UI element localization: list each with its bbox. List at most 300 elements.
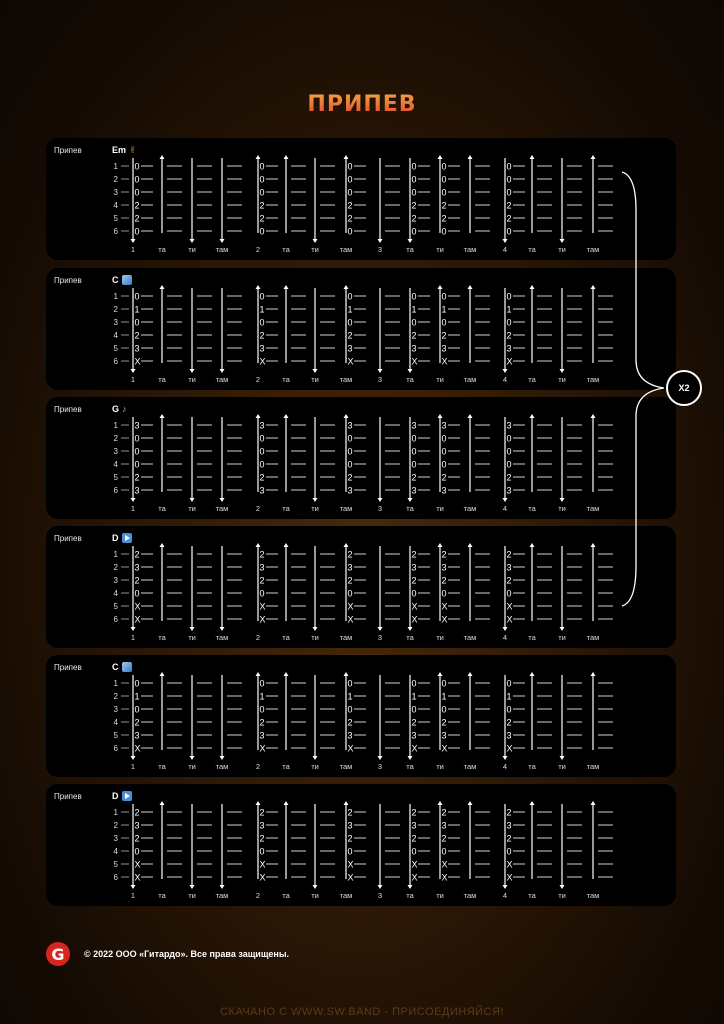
fret-number: 1	[411, 691, 417, 702]
beat-label: та	[158, 891, 166, 900]
beat-label: та	[282, 375, 290, 384]
beat-label: ти	[311, 504, 319, 513]
beat-label: та	[528, 375, 536, 384]
string-number: 4	[113, 847, 118, 856]
fret-number: 0	[134, 446, 140, 457]
beat-label: ти	[558, 633, 566, 642]
strum-down-arrow	[378, 675, 383, 760]
fret-number: 0	[506, 174, 512, 185]
beat-label: там	[463, 504, 477, 513]
beat-label: ти	[436, 762, 444, 771]
beat-label: 3	[377, 891, 383, 900]
tab-staff	[46, 268, 676, 390]
beat-label: 3	[377, 375, 383, 384]
fret-number: X	[259, 356, 266, 367]
fret-number: 3	[347, 562, 353, 573]
fret-number: 2	[441, 200, 447, 211]
fret-number: 2	[441, 472, 447, 483]
fret-number: 2	[347, 213, 353, 224]
beat-label: 3	[377, 504, 383, 513]
strum-up-arrow	[530, 543, 535, 621]
beat-label: 2	[255, 891, 261, 900]
beat-label: 4	[502, 375, 508, 384]
fret-number: X	[506, 601, 513, 612]
strum-down-arrow	[560, 675, 565, 760]
section-label: Припев	[54, 792, 82, 801]
fret-number: 0	[441, 317, 447, 328]
fret-number: 0	[259, 226, 265, 237]
fret-number: X	[134, 859, 141, 870]
repeat-bracket	[600, 170, 670, 610]
fret-number: 0	[134, 161, 140, 172]
fret-number: 3	[347, 485, 353, 496]
strum-down-arrow	[560, 546, 565, 631]
strum-up-arrow	[468, 672, 473, 750]
fret-number: 0	[506, 291, 512, 302]
footer	[46, 942, 289, 966]
fret-number: 2	[134, 200, 140, 211]
beat-label: там	[339, 375, 353, 384]
fret-number: 3	[347, 820, 353, 831]
fret-number: 2	[411, 213, 417, 224]
string-number: 4	[113, 718, 118, 727]
string-number: 5	[113, 473, 118, 482]
fret-number: 2	[506, 472, 512, 483]
fret-number: X	[411, 356, 418, 367]
beat-label: та	[282, 891, 290, 900]
fret-number: 0	[441, 459, 447, 470]
fret-number: 2	[441, 575, 447, 586]
strum-up-arrow	[591, 672, 596, 750]
fret-number: 3	[134, 730, 140, 741]
fret-number: 2	[347, 807, 353, 818]
fret-number: 0	[411, 846, 417, 857]
strum-down-arrow	[378, 158, 383, 243]
chord-section	[46, 655, 676, 777]
beat-label: 2	[255, 245, 261, 254]
string-number: 1	[113, 550, 118, 559]
beat-label: ти	[188, 762, 196, 771]
fret-number: 3	[506, 420, 512, 431]
fret-number: 2	[134, 549, 140, 560]
strum-down-arrow	[190, 546, 195, 631]
fret-number: 1	[506, 691, 512, 702]
fret-number: 3	[506, 562, 512, 573]
string-number: 5	[113, 860, 118, 869]
strum-down-arrow	[313, 158, 318, 243]
fret-number: X	[441, 601, 448, 612]
fret-number: X	[441, 743, 448, 754]
chord-section	[46, 397, 676, 519]
fret-number: X	[347, 614, 354, 625]
beat-label: 4	[502, 633, 508, 642]
fret-number: 0	[411, 588, 417, 599]
string-number: 2	[113, 563, 118, 572]
fret-number: 0	[347, 678, 353, 689]
beat-label: 1	[130, 375, 136, 384]
fret-number: 3	[411, 562, 417, 573]
fret-number: 1	[506, 304, 512, 315]
beat-label: та	[528, 762, 536, 771]
fret-number: X	[347, 859, 354, 870]
chord-name: Em	[112, 145, 127, 155]
fret-number: 3	[441, 730, 447, 741]
fret-number: 3	[134, 343, 140, 354]
fret-number: 2	[259, 833, 265, 844]
fret-number: 0	[506, 678, 512, 689]
fret-number: 0	[259, 678, 265, 689]
fret-number: X	[134, 356, 141, 367]
beat-label: 1	[130, 633, 136, 642]
fret-number: 3	[259, 730, 265, 741]
strum-down-arrow	[378, 417, 383, 502]
strum-up-arrow	[284, 414, 289, 492]
fret-number: 0	[506, 317, 512, 328]
fret-number: X	[411, 743, 418, 754]
strum-down-arrow	[220, 675, 225, 760]
fret-number: 0	[259, 846, 265, 857]
string-number: 4	[113, 589, 118, 598]
strum-down-arrow	[560, 288, 565, 373]
strum-up-arrow	[160, 801, 165, 879]
beat-label: 2	[255, 375, 261, 384]
strum-up-arrow	[530, 672, 535, 750]
strum-down-arrow	[220, 158, 225, 243]
chord-name: D	[112, 791, 119, 801]
strum-down-arrow	[560, 417, 565, 502]
beat-label: там	[463, 891, 477, 900]
string-number: 3	[113, 576, 118, 585]
fret-number: 0	[259, 291, 265, 302]
beat-label: та	[406, 762, 414, 771]
fret-number: 3	[411, 343, 417, 354]
fret-number: 3	[259, 420, 265, 431]
fret-number: 0	[411, 291, 417, 302]
fret-number: X	[441, 859, 448, 870]
beat-label: ти	[558, 375, 566, 384]
gitardo-logo: G	[46, 942, 70, 966]
fret-number: X	[259, 859, 266, 870]
beat-label: 3	[377, 633, 383, 642]
fret-number: X	[506, 356, 513, 367]
fret-number: 0	[506, 226, 512, 237]
fret-number: 0	[347, 704, 353, 715]
fret-number: X	[259, 614, 266, 625]
beat-label: 4	[502, 762, 508, 771]
fret-number: 2	[411, 200, 417, 211]
strum-up-arrow	[468, 285, 473, 363]
string-number: 2	[113, 175, 118, 184]
fret-number: 3	[259, 820, 265, 831]
strum-up-arrow	[468, 543, 473, 621]
section-label: Припев	[54, 146, 82, 155]
fret-number: 0	[134, 187, 140, 198]
beat-label: ти	[558, 891, 566, 900]
beat-label: ти	[436, 504, 444, 513]
strum-down-arrow	[220, 804, 225, 889]
beat-label: ти	[436, 245, 444, 254]
fret-number: 0	[134, 459, 140, 470]
string-number: 6	[113, 873, 118, 882]
fret-number: 1	[134, 304, 140, 315]
fret-number: X	[347, 872, 354, 883]
fret-number: 2	[441, 717, 447, 728]
fret-number: 1	[411, 304, 417, 315]
fret-number: 2	[347, 472, 353, 483]
fret-number: 2	[506, 717, 512, 728]
section-label: Припев	[54, 663, 82, 672]
fret-number: 2	[347, 330, 353, 341]
fret-number: 0	[347, 446, 353, 457]
fret-number: 2	[441, 330, 447, 341]
fret-number: X	[411, 614, 418, 625]
strum-up-arrow	[591, 801, 596, 879]
fret-number: 0	[506, 187, 512, 198]
hand-icon[interactable]: ✌	[129, 145, 137, 155]
fret-number: 2	[441, 833, 447, 844]
chord-section	[46, 784, 676, 906]
watermark: СКАЧАНО С WWW.SW.BAND - ПРИСОЕДИНЯЙСЯ!	[220, 1006, 504, 1018]
strum-up-arrow	[160, 285, 165, 363]
fret-number: 1	[347, 304, 353, 315]
fret-number: 1	[259, 304, 265, 315]
string-number: 2	[113, 434, 118, 443]
string-number: 6	[113, 227, 118, 236]
fret-number: 0	[134, 704, 140, 715]
fret-number: 3	[134, 420, 140, 431]
fret-number: 3	[506, 485, 512, 496]
chord-section	[46, 268, 676, 390]
fret-number: 3	[506, 820, 512, 831]
strum-down-arrow	[190, 675, 195, 760]
tab-staff	[46, 397, 676, 519]
fret-number: 2	[347, 575, 353, 586]
string-number: 6	[113, 615, 118, 624]
string-number: 1	[113, 421, 118, 430]
fret-number: 3	[134, 820, 140, 831]
beat-label: та	[282, 245, 290, 254]
fret-number: X	[411, 872, 418, 883]
fret-number: 2	[506, 833, 512, 844]
string-number: 5	[113, 602, 118, 611]
fret-number: 0	[134, 678, 140, 689]
fret-number: 2	[506, 213, 512, 224]
beat-label: та	[158, 762, 166, 771]
fret-number: 3	[441, 562, 447, 573]
beat-label: там	[215, 762, 229, 771]
beat-label: та	[406, 891, 414, 900]
fret-number: 0	[411, 704, 417, 715]
fret-number: 2	[259, 717, 265, 728]
fret-number: 0	[441, 291, 447, 302]
beat-label: та	[158, 633, 166, 642]
beat-label: та	[528, 633, 536, 642]
fret-number: 0	[441, 226, 447, 237]
strum-up-arrow	[284, 543, 289, 621]
beat-label: там	[463, 245, 477, 254]
fret-number: 2	[411, 717, 417, 728]
beat-label: там	[463, 633, 477, 642]
fret-number: 0	[259, 187, 265, 198]
fret-number: X	[506, 743, 513, 754]
fret-number: 0	[134, 291, 140, 302]
fret-number: X	[259, 743, 266, 754]
beat-label: там	[339, 504, 353, 513]
beat-label: ти	[558, 245, 566, 254]
string-number: 3	[113, 447, 118, 456]
fret-number: 2	[411, 549, 417, 560]
beat-label: ти	[311, 633, 319, 642]
string-number: 6	[113, 357, 118, 366]
tab-staff	[46, 138, 676, 260]
string-number: 2	[113, 305, 118, 314]
fret-number: 0	[506, 433, 512, 444]
string-number: 2	[113, 821, 118, 830]
fret-number: X	[506, 614, 513, 625]
beat-label: та	[158, 504, 166, 513]
strum-up-arrow	[468, 801, 473, 879]
string-number: 3	[113, 188, 118, 197]
fret-number: 3	[259, 343, 265, 354]
fret-number: 2	[411, 575, 417, 586]
fret-number: X	[134, 872, 141, 883]
tab-staff	[46, 655, 676, 777]
strum-down-arrow	[378, 546, 383, 631]
fret-number: 2	[259, 807, 265, 818]
beat-label: та	[158, 375, 166, 384]
strum-down-arrow	[560, 158, 565, 243]
fret-number: 2	[134, 575, 140, 586]
strum-up-arrow	[160, 155, 165, 233]
beat-label: та	[406, 504, 414, 513]
beat-label: ти	[188, 375, 196, 384]
beat-label: 3	[377, 762, 383, 771]
beat-label: та	[406, 633, 414, 642]
strum-up-arrow	[530, 285, 535, 363]
string-number: 4	[113, 201, 118, 210]
strum-up-arrow	[530, 801, 535, 879]
beat-label: ти	[311, 762, 319, 771]
chord-name: C	[112, 662, 119, 672]
strum-down-arrow	[220, 546, 225, 631]
beat-label: там	[215, 504, 229, 513]
fret-number: 0	[134, 317, 140, 328]
fret-number: 2	[259, 213, 265, 224]
fret-number: 2	[134, 717, 140, 728]
beat-label: та	[282, 633, 290, 642]
fret-number: X	[347, 743, 354, 754]
chord-name: C	[112, 275, 119, 285]
fret-number: 0	[134, 846, 140, 857]
beat-label: та	[282, 762, 290, 771]
fret-number: 1	[441, 304, 447, 315]
fret-number: 3	[441, 820, 447, 831]
beat-label: ти	[188, 633, 196, 642]
fret-number: 3	[347, 730, 353, 741]
section-label: Припев	[54, 276, 82, 285]
beat-label: ти	[436, 633, 444, 642]
fret-number: 2	[411, 330, 417, 341]
beat-label: там	[586, 762, 600, 771]
strum-up-arrow	[591, 285, 596, 363]
fret-number: X	[506, 859, 513, 870]
fret-number: 3	[347, 343, 353, 354]
beat-label: там	[463, 375, 477, 384]
fret-number: 0	[441, 433, 447, 444]
string-number: 1	[113, 162, 118, 171]
fret-number: 2	[134, 213, 140, 224]
fret-number: 0	[259, 704, 265, 715]
beat-label: та	[528, 245, 536, 254]
strum-down-arrow	[378, 804, 383, 889]
beat-label: там	[586, 375, 600, 384]
beat-label: там	[339, 633, 353, 642]
fret-number: 0	[411, 317, 417, 328]
fret-number: 0	[259, 588, 265, 599]
beat-label: та	[528, 891, 536, 900]
fret-number: 0	[506, 446, 512, 457]
beat-label: та	[406, 375, 414, 384]
fret-number: 2	[347, 200, 353, 211]
fret-number: X	[347, 356, 354, 367]
beat-label: там	[339, 762, 353, 771]
fret-number: 0	[411, 459, 417, 470]
fret-number: 0	[259, 174, 265, 185]
fret-number: 0	[506, 161, 512, 172]
fret-number: 2	[259, 549, 265, 560]
beat-label: ти	[558, 762, 566, 771]
fret-number: 2	[506, 807, 512, 818]
beat-label: та	[528, 504, 536, 513]
beat-label: ти	[311, 375, 319, 384]
fret-number: X	[134, 614, 141, 625]
fret-number: 0	[347, 317, 353, 328]
strum-up-arrow	[591, 543, 596, 621]
strum-up-arrow	[284, 801, 289, 879]
fret-number: 0	[411, 161, 417, 172]
fret-number: 3	[506, 730, 512, 741]
string-number: 1	[113, 679, 118, 688]
fret-number: X	[441, 356, 448, 367]
string-number: 6	[113, 744, 118, 753]
fret-number: 0	[259, 446, 265, 457]
note-icon[interactable]: ♪	[122, 404, 127, 414]
strum-up-arrow	[284, 285, 289, 363]
string-number: 2	[113, 692, 118, 701]
fret-number: 2	[259, 575, 265, 586]
beat-label: ти	[436, 375, 444, 384]
string-number: 1	[113, 292, 118, 301]
fret-number: 0	[411, 446, 417, 457]
beat-label: там	[586, 245, 600, 254]
beat-label: ти	[311, 891, 319, 900]
fret-number: X	[347, 601, 354, 612]
page-title: ПРИПЕВ	[0, 92, 724, 117]
strum-down-arrow	[190, 288, 195, 373]
fret-number: X	[441, 614, 448, 625]
fret-number: 0	[441, 704, 447, 715]
fret-number: 2	[347, 833, 353, 844]
tab-staff	[46, 526, 676, 648]
fret-number: 0	[411, 174, 417, 185]
string-number: 4	[113, 331, 118, 340]
repeat-badge: X2	[666, 370, 702, 406]
fret-number: X	[441, 872, 448, 883]
string-number: 1	[113, 808, 118, 817]
fret-number: 2	[411, 807, 417, 818]
strum-up-arrow	[284, 155, 289, 233]
fret-number: 3	[411, 820, 417, 831]
